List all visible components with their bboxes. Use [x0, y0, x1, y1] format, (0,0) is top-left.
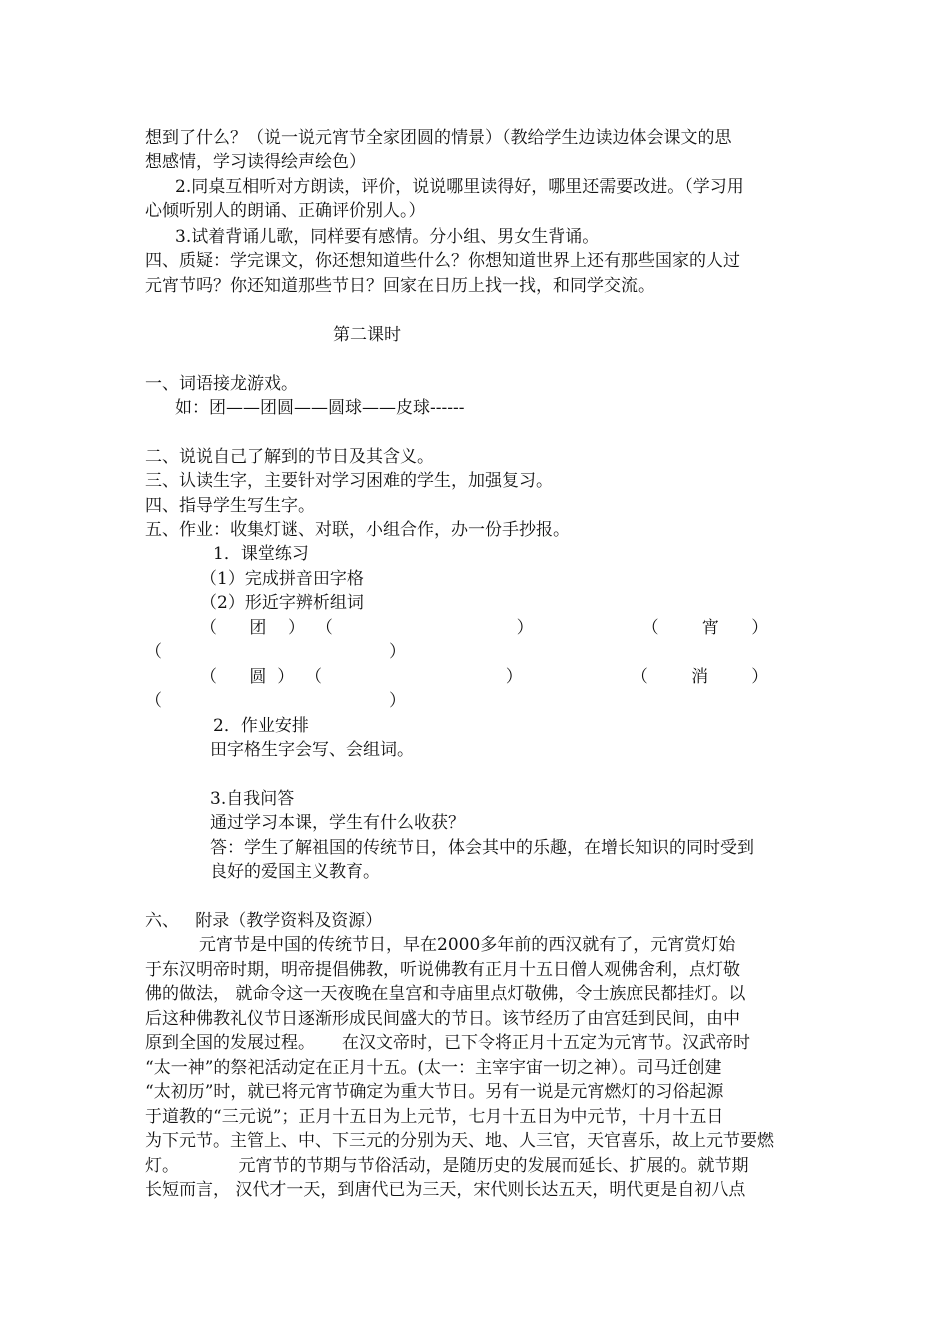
- text-line: 如：团——团圆——圆球——皮球------: [175, 398, 465, 418]
- section-heading: 六、 附录（教学资料及资源）: [145, 911, 383, 931]
- exercise-row: （ 团 ） （ ） （ 宵 ）: [200, 618, 769, 638]
- text-line: 2.同桌互相听对方朗读，评价，说说哪里读得好，哪里还需要改进。（学习用: [175, 177, 744, 197]
- text-line: （1）完成拼音田字格: [200, 569, 364, 589]
- text-line: 二、说说自己了解到的节日及其含义。: [145, 447, 434, 467]
- exercise-row: （ 圆 ） （ ） （ 消 ）: [200, 667, 769, 687]
- section-heading: 第二课时: [333, 325, 401, 345]
- text-line: 想感情，学习读得绘声绘色）: [145, 152, 366, 172]
- text-line: （2）形近字辨析组词: [200, 593, 364, 613]
- text-line: “太一神”的祭祀活动定在正月十五。(太一：主宰宇宙一切之神）。司马迁创建: [145, 1058, 722, 1078]
- text-line: 长短而言， 汉代才一天，到唐代已为三天，宋代则长达五天，明代更是自初八点: [145, 1180, 746, 1200]
- text-line: 3.试着背诵儿歌，同样要有感情。分小组、男女生背诵。: [175, 227, 600, 247]
- text-line: 四、质疑：学完课文，你还想知道些什么？你想知道世界上还有那些国家的人过: [145, 251, 740, 271]
- exercise-row: （ ）: [145, 642, 406, 662]
- text-line: 3.自我问答: [210, 789, 295, 809]
- text-line: 通过学习本课，学生有什么收获？: [210, 813, 465, 833]
- text-line: 1．课堂练习: [213, 544, 309, 564]
- text-line: 三、认读生字，主要针对学习困难的学生，加强复习。: [145, 471, 553, 491]
- text-line: 灯。 元宵节的节期与节俗活动，是随历史的发展而延长、扩展的。就节期: [145, 1156, 749, 1176]
- text-line: 元宵节是中国的传统节日，早在2000多年前的西汉就有了，元宵赏灯始: [145, 935, 736, 955]
- text-line: 答：学生了解祖国的传统节日，体会其中的乐趣，在增长知识的同时受到: [210, 838, 754, 858]
- text-line: 于道教的“三元说”；正月十五日为上元节，七月十五日为中元节，十月十五日: [145, 1107, 724, 1127]
- text-line: 一、词语接龙游戏。: [145, 374, 298, 394]
- text-line: 于东汉明帝时期，明帝提倡佛教，听说佛教有正月十五日僧人观佛舍利，点灯敬: [145, 960, 740, 980]
- text-line: 心倾听别人的朗诵、正确评价别人。）: [145, 201, 426, 221]
- text-line: 原到全国的发展过程。 在汉文帝时，已下令将正月十五定为元宵节。汉武帝时: [145, 1033, 751, 1053]
- text-line: 2．作业安排: [213, 716, 309, 736]
- text-line: 佛的做法， 就命令这一天夜晚在皇宫和寺庙里点灯敬佛，令士族庶民都挂灯。以: [145, 984, 746, 1004]
- text-line: 良好的爱国主义教育。: [210, 862, 380, 882]
- text-line: “太初历”时，就已将元宵节确定为重大节日。另有一说是元宵燃灯的习俗起源: [145, 1082, 724, 1102]
- text-line: 后这种佛教礼仪节日逐渐形成民间盛大的节日。该节经历了由宫廷到民间，由中: [145, 1009, 740, 1029]
- text-line: 五、作业：收集灯谜、对联，小组合作，办一份手抄报。: [145, 520, 570, 540]
- text-line: 想到了什么？（说一说元宵节全家团圆的情景）（教给学生边读边体会课文的思: [145, 128, 732, 148]
- text-line: 为下元节。主管上、中、下三元的分别为天、地、人三官，天官喜乐，故上元节要燃: [145, 1131, 774, 1151]
- text-line: 元宵节吗？你还知道那些节日？回家在日历上找一找，和同学交流。: [145, 276, 655, 296]
- text-line: 田字格生字会写、会组词。: [210, 740, 414, 760]
- exercise-row: （ ）: [145, 691, 406, 711]
- text-line: 四、指导学生写生字。: [145, 496, 315, 516]
